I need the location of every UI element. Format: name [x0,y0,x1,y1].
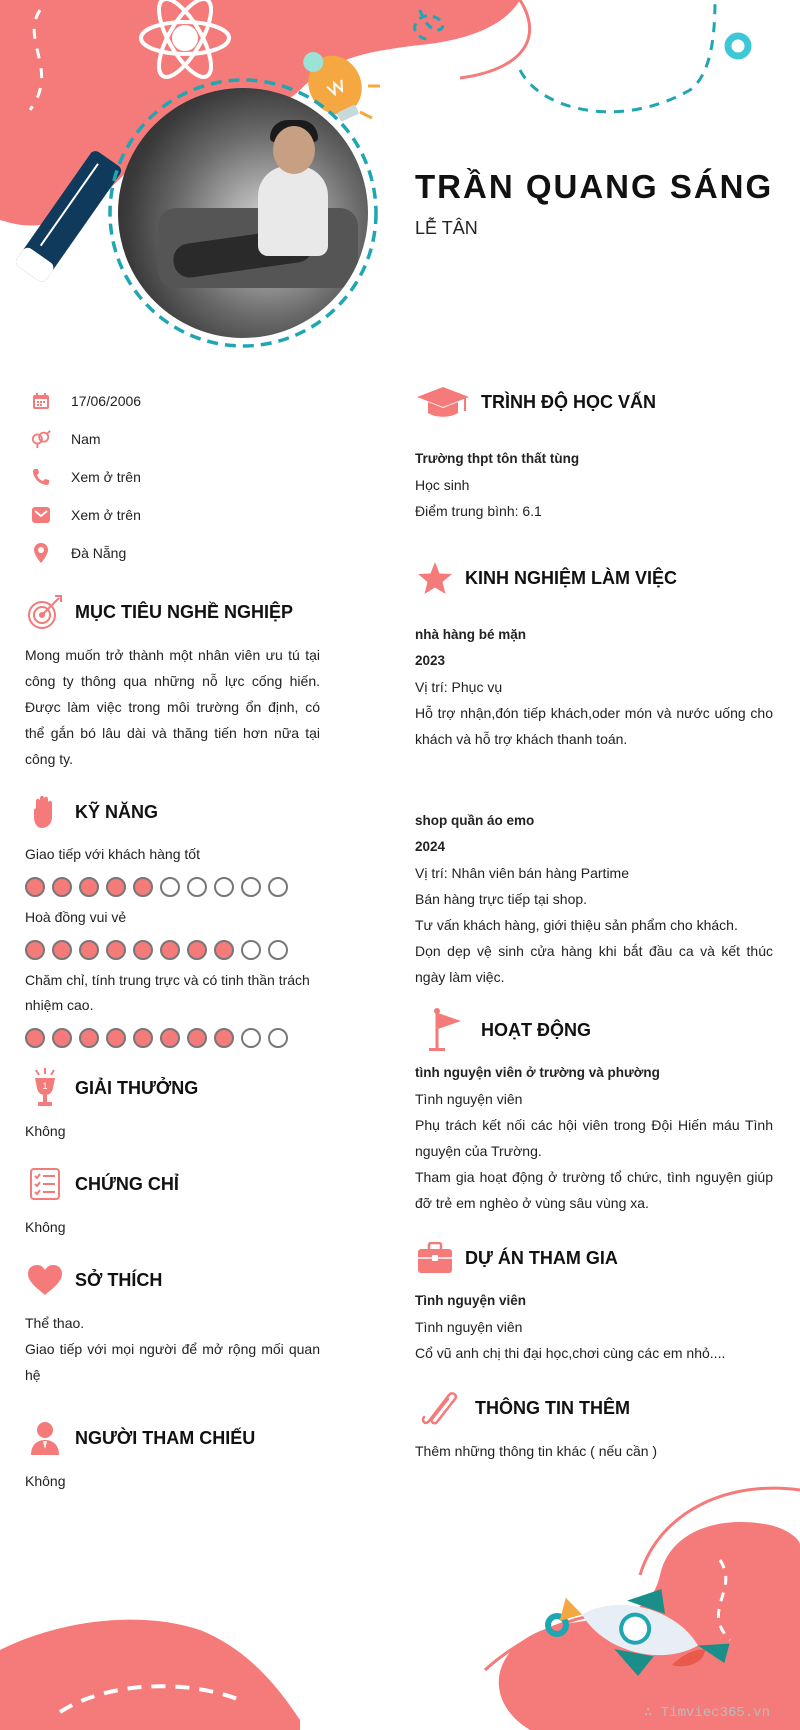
calendar-icon [31,391,51,411]
education-title: TRÌNH ĐỘ HỌC VẤN [481,391,656,412]
rating-dot-filled [79,1028,99,1048]
rating-dot-filled [52,1028,72,1048]
flag-icon [415,1010,471,1050]
trophy-icon [25,1068,65,1108]
awards-text: Không [25,1123,66,1139]
rating-dot-filled [214,1028,234,1048]
phone-value: Xem ở trên [71,469,141,485]
email-icon [31,505,51,525]
rating-dot-filled [133,877,153,897]
phone-icon [31,467,51,487]
rating-dot-empty [241,940,261,960]
references-header [25,1418,320,1458]
rating-dot-filled [52,940,72,960]
checklist-icon [25,1164,65,1204]
skill-rating [25,877,320,897]
skill-rating [25,1028,320,1048]
projects-title: DỰ ÁN THAM GIA [465,1247,618,1268]
rating-dot-empty [241,877,261,897]
education-major: Học sinh [415,477,470,493]
job-year: 2024 [415,839,446,854]
candidate-name: TRẦN QUANG SÁNG [415,168,774,205]
rating-dot-filled [25,877,45,897]
project-role: Tình nguyện viên [415,1319,523,1335]
rating-dot-filled [133,1028,153,1048]
right-column [415,382,773,1464]
activities-description: Phụ trách kết nối các hội viên trong Đội Hiến máu Tình nguyện của Trường. [415,1117,773,1159]
birthday-value: 17/06/2006 [71,393,142,409]
job-company: shop quần áo emo [415,813,535,828]
hand-icon [25,792,65,832]
location-value: Đà Nẵng [71,545,127,561]
graduation-cap-icon [415,382,471,422]
contact-birthday [25,382,320,420]
gender-value: Nam [71,431,101,447]
activities-org: tình nguyện viên ở trường và phường [415,1065,660,1080]
email-value: Xem ở trên [71,507,141,523]
awards-header [25,1068,320,1108]
hobbies-title: SỞ THÍCH [75,1269,163,1290]
rating-dot-filled [25,1028,45,1048]
certificates-text: Không [25,1219,66,1235]
paperclip-icon [415,1388,465,1428]
rating-dot-filled [25,940,45,960]
objective-header [25,592,320,632]
rating-dot-filled [160,1028,180,1048]
experience-header [415,558,773,598]
job-description: Tư vấn khách hàng, giới thiệu sản phẩm cho khách. [415,917,738,933]
hobbies-line-2: Giao tiếp với mọi người để mở rộng mối quan hệ [25,1341,320,1383]
rating-dot-empty [268,1028,288,1048]
rating-dot-empty [214,877,234,897]
more-info-header [415,1388,773,1428]
activities-title: HOẠT ĐỘNG [481,1019,591,1040]
activities-description: Tham gia hoạt động ở trường tổ chức, tình nguyện giúp đỡ trẻ em nghèo ở vùng sâu vùng xa. [415,1169,773,1211]
left-column [25,382,320,1494]
rating-dot-filled [79,877,99,897]
person-icon [25,1418,65,1458]
rating-dot-filled [79,940,99,960]
profile-photo [118,88,368,338]
skill-name: Hoà đồng vui vẻ [25,909,127,925]
rating-dot-empty [268,940,288,960]
rating-dot-empty [160,877,180,897]
project-name: Tình nguyện viên [415,1293,527,1308]
hobbies-line-1: Thể thao. [25,1315,85,1331]
contact-email [25,496,320,534]
hobbies-header [25,1260,320,1300]
target-icon [25,592,65,632]
svg-text:1: 1 [42,1081,48,1091]
rating-dot-empty [241,1028,261,1048]
heart-icon [25,1260,65,1300]
gender-icon [31,429,51,449]
references-title: NGƯỜI THAM CHIẾU [75,1427,256,1448]
more-info-title: THÔNG TIN THÊM [475,1397,630,1418]
contact-phone [25,458,320,496]
rating-dot-filled [106,1028,126,1048]
activities-role: Tình nguyện viên [415,1091,523,1107]
job-description: Dọn dẹp vệ sinh cửa hàng khi bắt đầu ca và kết thúc ngày làm việc. [415,943,773,985]
contact-location [25,534,320,572]
rating-dot-filled [106,940,126,960]
education-school: Trường thpt tôn thất tùng [415,451,580,466]
rating-dot-filled [106,877,126,897]
rating-dot-empty [187,877,207,897]
education-gpa: Điểm trung bình: 6.1 [415,503,542,519]
job-position: Vị trí: Nhân viên bán hàng Partime [415,865,630,881]
skill-name: Giao tiếp với khách hàng tốt [25,846,200,862]
watermark: ∴ Timviec365.vn [643,1705,770,1721]
location-icon [31,543,51,563]
briefcase-icon [415,1238,455,1278]
contact-gender [25,420,320,458]
skill-rating [25,940,320,960]
rating-dot-filled [214,940,234,960]
job-company: nhà hàng bé mặn [415,627,527,642]
skills-header [25,792,320,832]
certificates-header [25,1164,320,1204]
job-year: 2023 [415,653,446,668]
education-header [415,382,773,422]
project-description: Cổ vũ anh chị thi đại học,chơi cùng các em nhỏ.... [415,1345,726,1361]
rating-dot-filled [187,940,207,960]
rating-dot-filled [160,940,180,960]
job-position: Vị trí: Phục vụ [415,679,503,695]
rating-dot-filled [52,877,72,897]
activities-header [415,1010,773,1050]
skills-title: KỸ NĂNG [75,801,159,822]
references-text: Không [25,1473,66,1489]
awards-title: GIẢI THƯỞNG [75,1077,199,1098]
job-title: LỄ TÂN [415,218,478,238]
experience-title: KINH NGHIỆM LÀM VIỆC [465,567,678,588]
objective-title: MỤC TIÊU NGHỀ NGHIỆP [75,601,294,622]
objective-text: Mong muốn trở thành một nhân viên ưu tú tại công ty thông qua những nỗ lực cống hiến. Được làm việc trong môi trường ổn định, có thể gắn bó lâu dài và thăng tiến hơn nữa tại công ty. [25,647,320,767]
certificates-title: CHỨNG CHỈ [75,1173,179,1194]
more-info-text: Thêm những thông tin khác ( nếu cần ) [415,1443,658,1459]
skill-name: Chăm chỉ, tính trung trực và có tinh thần trách nhiệm cao. [25,972,310,1013]
job-description: Hỗ trợ nhận,đón tiếp khách,oder món và nước uống cho khách và hỗ trợ khách thanh toán. [415,705,773,747]
job-description: Bán hàng trực tiếp tại shop. [415,891,588,907]
rating-dot-empty [268,877,288,897]
projects-header [415,1238,773,1278]
rating-dot-filled [187,1028,207,1048]
rating-dot-filled [133,940,153,960]
star-icon [415,558,455,598]
